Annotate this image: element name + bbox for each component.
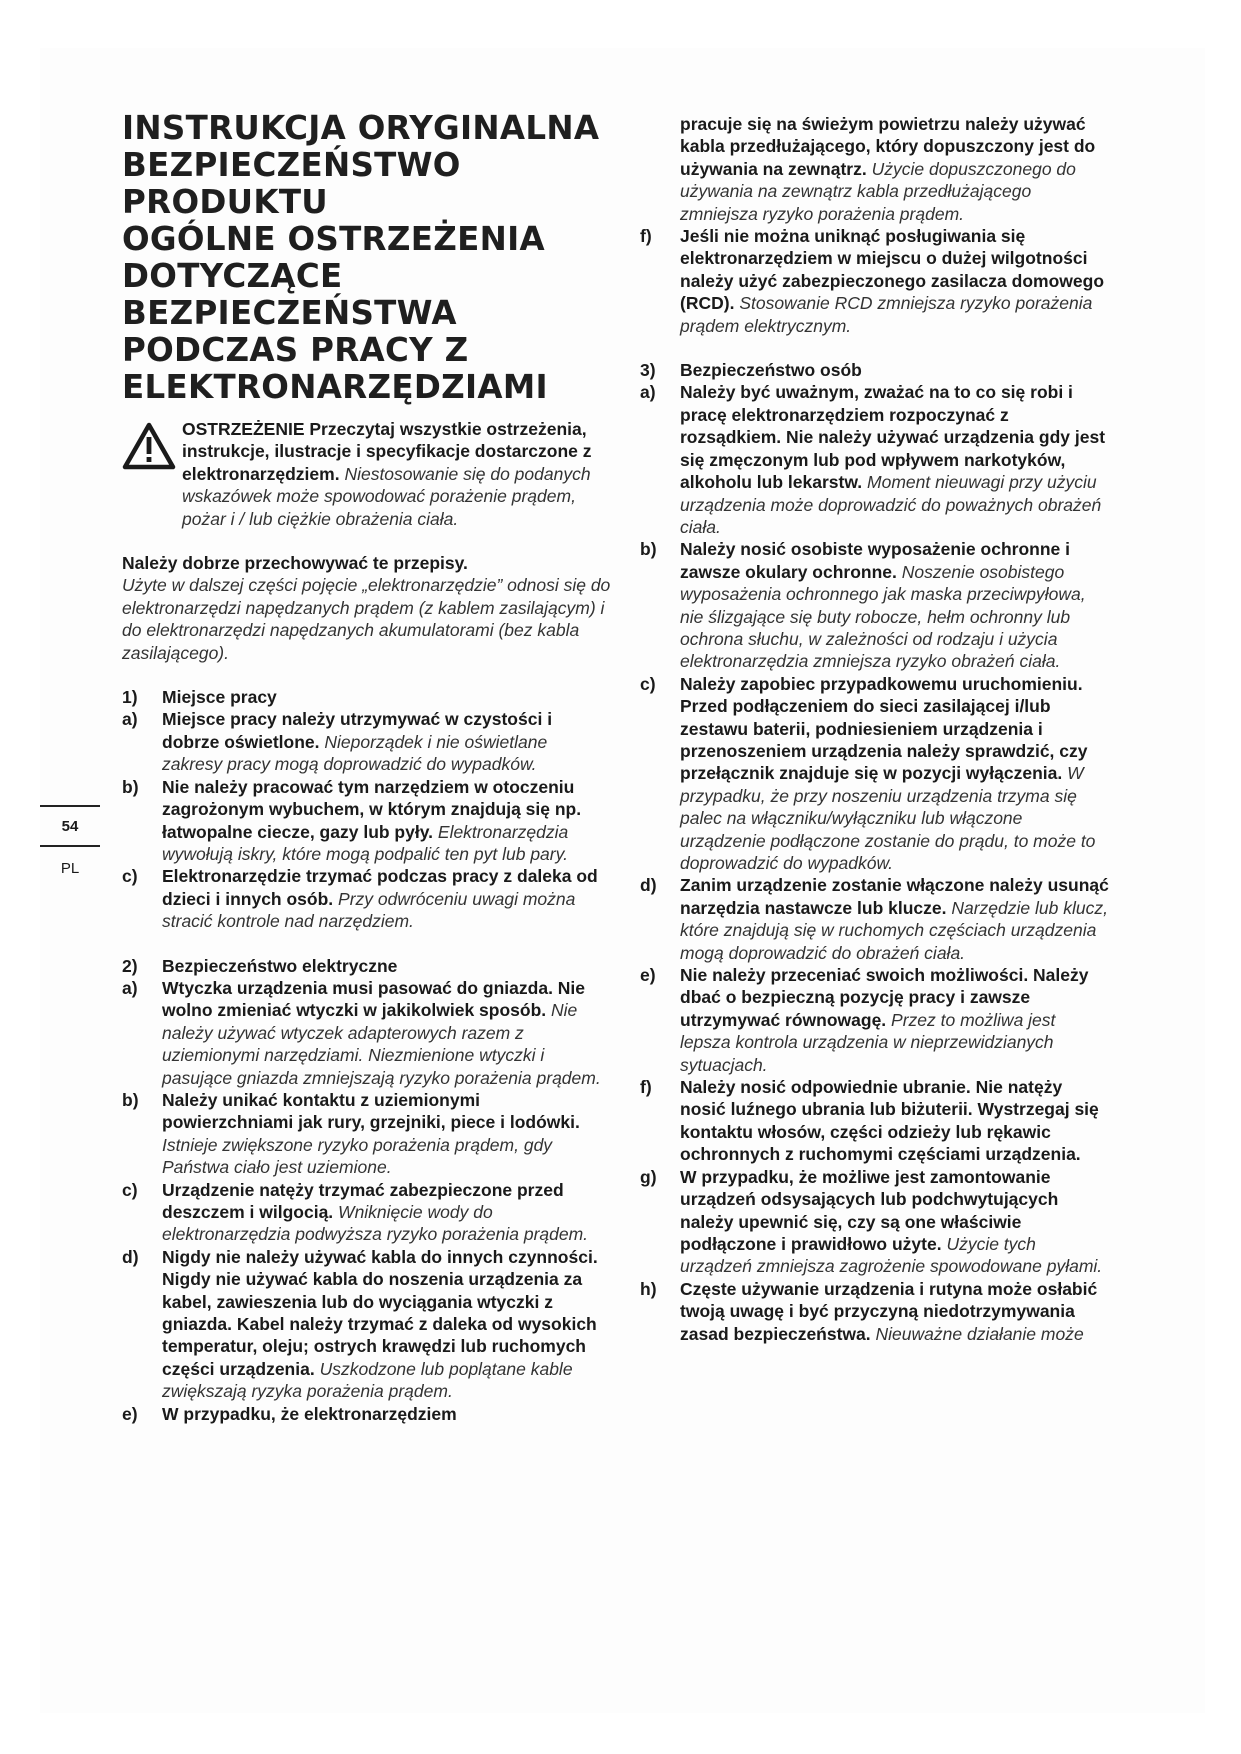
- item-label: c): [122, 866, 138, 887]
- title-line: BEZPIECZEŃSTWA: [122, 294, 457, 332]
- item-label: c): [122, 1179, 138, 1200]
- section-title: Miejsce pracy: [162, 687, 277, 708]
- list-item-continued: e) W przypadku, że elektronarzędziem: [122, 1403, 457, 1424]
- item-italic: Użycie dopuszczonego do używania na zewnątrz kabla przedłużającego zmniejsza ryzyko porażenia prądem.: [680, 158, 1076, 224]
- item-label: d): [640, 875, 657, 896]
- item-bold: Należy nosić odpowiednie ubranie. Nie natęży nosić luźnego ubrania lub biżuterii. Wystrzegaj się kontaktu włosów, części odzieży lub rękawic ochronnych z ruchomymi częściami urządzenia.: [680, 1077, 1099, 1165]
- item-label: a): [122, 709, 138, 730]
- keep-italic-text: Użyte w dalszej części pojęcie „elektronarzędzie” odnosi się do elektronarzędzi napędzanych prądem (z kablem zasilającym) i do elektronarzędzi napędzanych akumulatorami (bez kabla zasilającego).: [122, 575, 611, 663]
- language-code: PL: [60, 860, 80, 877]
- list-item: [122, 865, 612, 932]
- warning-bold-text: OSTRZEŻENIE Przeczytaj wszystkie ostrzeżenia, instrukcje, ilustracje i specyfikacje dostarczone z elektronarzędziem.: [182, 419, 592, 484]
- warning-italic-text: Niestosowanie się do podanych wskazówek może spowodować porażenie prądem, pożar i / lub ciężkie obrażenia ciała.: [182, 463, 591, 529]
- list-item: [640, 381, 1110, 538]
- item-bold: Nie należy przeceniać swoich możliwości. Należy dbać o bezpieczną pozycję pracy i zawsze utrzymywać równowagę.: [680, 965, 1089, 1030]
- item-bold: Zanim urządzenie zostanie włączone należy usunąć narzędzia nastawcze lub klucze.: [680, 875, 1109, 918]
- item-italic: W przypadku, że przy noszeniu urządzenia trzyma się palec na włączniku/wyłączniku lub włączone urządzenie podłączone zostanie do prądu, to może to doprowadzić do wypadków.: [680, 763, 1096, 873]
- left-column: [122, 110, 612, 1425]
- item-label: c): [640, 673, 656, 694]
- list-item: [122, 977, 612, 1089]
- item-label: d): [122, 1246, 139, 1267]
- list-item: [640, 538, 1110, 672]
- section-2-continued: [640, 113, 1110, 337]
- title-line: PODCZAS PRACY Z: [122, 331, 469, 369]
- item-label: f): [640, 1077, 652, 1098]
- list-item: [640, 1166, 1110, 1278]
- list-item: [640, 874, 1110, 964]
- item-label: b): [640, 539, 657, 560]
- list-item: [122, 708, 612, 775]
- item-label: b): [122, 776, 139, 797]
- title-line: PRODUKTU: [122, 183, 328, 221]
- list-item: [122, 1089, 612, 1179]
- item-label: a): [122, 977, 138, 998]
- item-bold: Należy nosić osobiste wyposażenie ochronne i zawsze okulary ochronne.: [680, 539, 1070, 582]
- item-italic: Przy odwróceniu uwagi można stracić kontrole nad narzędziem.: [162, 888, 576, 932]
- item-bold: W przypadku, że możliwe jest zamontowanie urządzeń odsysających lub podchwytujących należy upewnić się, czy są one właściwie podłączone i prawidłowo użyte.: [680, 1166, 1059, 1254]
- item-bold: Częste używanie urządzenia i rutyna może osłabić twoją uwagę i być przyczyną niedotrzymywania zasad bezpieczeństwa.: [680, 1278, 1098, 1344]
- section-3: [640, 359, 1110, 1345]
- item-bold: Nie należy pracować tym narzędziem w otoczeniu zagrożonym wybuchem, w którym znajdują się np. łatwopalne ciecze, gazy lub pyły.: [162, 776, 582, 842]
- section-title: Bezpieczeństwo osób: [680, 360, 862, 381]
- item-italic: Istnieje zwiększone ryzyko porażenia prądem, gdy Państwa ciało jest uziemione.: [162, 1134, 553, 1178]
- item-bold: Nigdy nie należy używać kabla do innych czynności. Nigdy nie używać kabla do noszenia urządzenia za kabel, zawieszenia lub do wyciągania wtyczki z gniazda. Kabel należy trzymać z daleka od wysokich temperatur, oleju; ostrych krawędzi lub ruchomych części urządzenia.: [162, 1246, 598, 1379]
- list-item: [122, 1179, 612, 1246]
- item-italic: Narzędzie lub klucz, które znajdują się w ruchomych częściach urządzenia mogą doprowadzić do obrażeń ciała.: [680, 897, 1108, 963]
- list-item-continuation: pracuje się na świeżym powietrzu należy używać kabla przedłużającego, który dopuszczony jest do używania na zewnątrz. Użycie dopuszczonego do używania na zewnątrz kabla przedłużającego zmniejsza ryzyko porażenia prądem.: [680, 114, 1096, 224]
- item-label: e): [640, 965, 656, 986]
- title-line: BEZPIECZEŃSTWO: [122, 146, 461, 184]
- item-bold: Należy zapobiec przypadkowemu uruchomieniu. Przed podłączeniem do sieci zasilającej i/lub zestawu baterii, podniesieniem urządzenia i przenoszeniem urządzenia należy sprawdzić, czy przełącznik znajduje się w pozycji wyłączenia.: [680, 673, 1088, 784]
- section-label: 1): [122, 687, 138, 708]
- item-italic: Elektronarzędzia wywołują iskry, które mogą podpalić ten pyt lub pary.: [162, 821, 569, 864]
- list-item: [122, 776, 612, 866]
- item-label: h): [640, 1278, 657, 1299]
- page-number-rule-top: [40, 805, 100, 807]
- item-bold: Należy być uważnym, zważać na to co się robi i pracę elektronarzędziem rozpoczynać z rozsądkiem. Nie należy używać urządzenia gdy jest się zmęczonym lub pod wpływem narkotyków, alkoholu lub lekarstw.: [680, 382, 1106, 493]
- list-item: [640, 673, 1110, 875]
- page-number: 54: [61, 818, 79, 835]
- title-line: DOTYCZĄCE: [122, 257, 343, 295]
- section-2: [122, 955, 612, 1426]
- list-item: [122, 1246, 612, 1403]
- document-title: [122, 110, 612, 406]
- list-item: [640, 225, 1110, 337]
- item-italic: Moment nieuwagi przy użyciu urządzenia może doprowadzić do poważnych obrażeń ciała.: [680, 472, 1102, 537]
- item-italic: Stosowanie RCD zmniejsza ryzyko porażenia prądem elektrycznym.: [680, 293, 1093, 336]
- list-item: [640, 964, 1110, 1076]
- list-item: [640, 1076, 1110, 1166]
- item-label: e): [122, 1403, 138, 1424]
- item-italic: Użycie tych urządzeń zmniejsza zagrożenie spowodowane pyłami.: [680, 1233, 1103, 1277]
- item-bold: Należy unikać kontaktu z uziemionymi powierzchniami jak rury, grzejniki, piece i lodówki.: [162, 1089, 580, 1133]
- item-italic: Wniknięcie wody do elektronarzędzia podwyższa ryzyko porażenia prądem.: [162, 1202, 589, 1245]
- title-line: INSTRUKCJA ORYGINALNA: [122, 109, 600, 147]
- keep-bold-text: Należy dobrze przechowywać te przepisy.: [122, 553, 468, 574]
- item-italic: Nieuważne działanie może: [875, 1323, 1084, 1344]
- section-label: 3): [640, 360, 656, 381]
- item-italic: Nie należy używać wtyczek adapterowych razem z uziemionymi narzędziami. Niezmienione wtyczki i pasujące gniazda zmniejszają ryzyko porażenia prądem.: [162, 1000, 601, 1088]
- item-label: a): [640, 382, 656, 403]
- item-italic: Przez to możliwa jest lepsza kontrola urządzenia w nieprzewidzianych sytuacjach.: [680, 1009, 1056, 1075]
- list-item: [640, 1278, 1110, 1345]
- section-label: 2): [122, 955, 138, 976]
- item-label: g): [640, 1166, 657, 1187]
- item-italic: Nieporządek i nie oświetlane zakresy pracy mogą doprowadzić do wypadków.: [162, 731, 548, 775]
- item-bold: Elektronarzędzie trzymać podczas pracy z daleka od dzieci i innych osób.: [162, 866, 598, 909]
- keep-instructions: [122, 552, 612, 664]
- item-italic: Noszenie osobistego wyposażenia ochronnego jak maska przeciwpyłowa, nie ślizgające się buty robocze, hełm ochronny lub ochrona słuchu, w zależności od rodzaju i użycia elektronarzędzia zmniejsza ryzyko obrażeń ciała.: [680, 561, 1086, 672]
- section-title: Bezpieczeństwo elektryczne: [162, 955, 398, 976]
- warning-block: [122, 418, 612, 530]
- page-number-rule-bottom: [40, 845, 100, 847]
- item-bold: Wtyczka urządzenia musi pasować do gniazda. Nie wolno zmieniać wtyczki w jakikolwiek sposób.: [162, 977, 586, 1021]
- item-italic: Uszkodzone lub poplątane kable zwiększają ryzyka porażenia prądem.: [162, 1358, 573, 1402]
- right-column: [640, 113, 1110, 1345]
- title-line: ELEKTRONARZĘDZIAMI: [122, 368, 548, 406]
- item-label: f): [640, 226, 652, 247]
- item-bold: Urządzenie natęży trzymać zabezpieczone przed deszczem i wilgocią.: [162, 1179, 564, 1222]
- title-line: OGÓLNE OSTRZEŻENIA: [122, 220, 545, 258]
- section-1: [122, 686, 612, 932]
- item-bold: Jeśli nie można uniknąć posługiwania się elektronarzędziem w miejscu o dużej wilgotności należy użyć zabezpieczonego zasilacza domowego (RCD).: [680, 226, 1105, 314]
- warning-triangle-icon: [122, 422, 176, 470]
- item-label: b): [122, 1089, 139, 1110]
- item-bold: Miejsce pracy należy utrzymywać w czystości i dobrze oświetlone.: [162, 709, 553, 752]
